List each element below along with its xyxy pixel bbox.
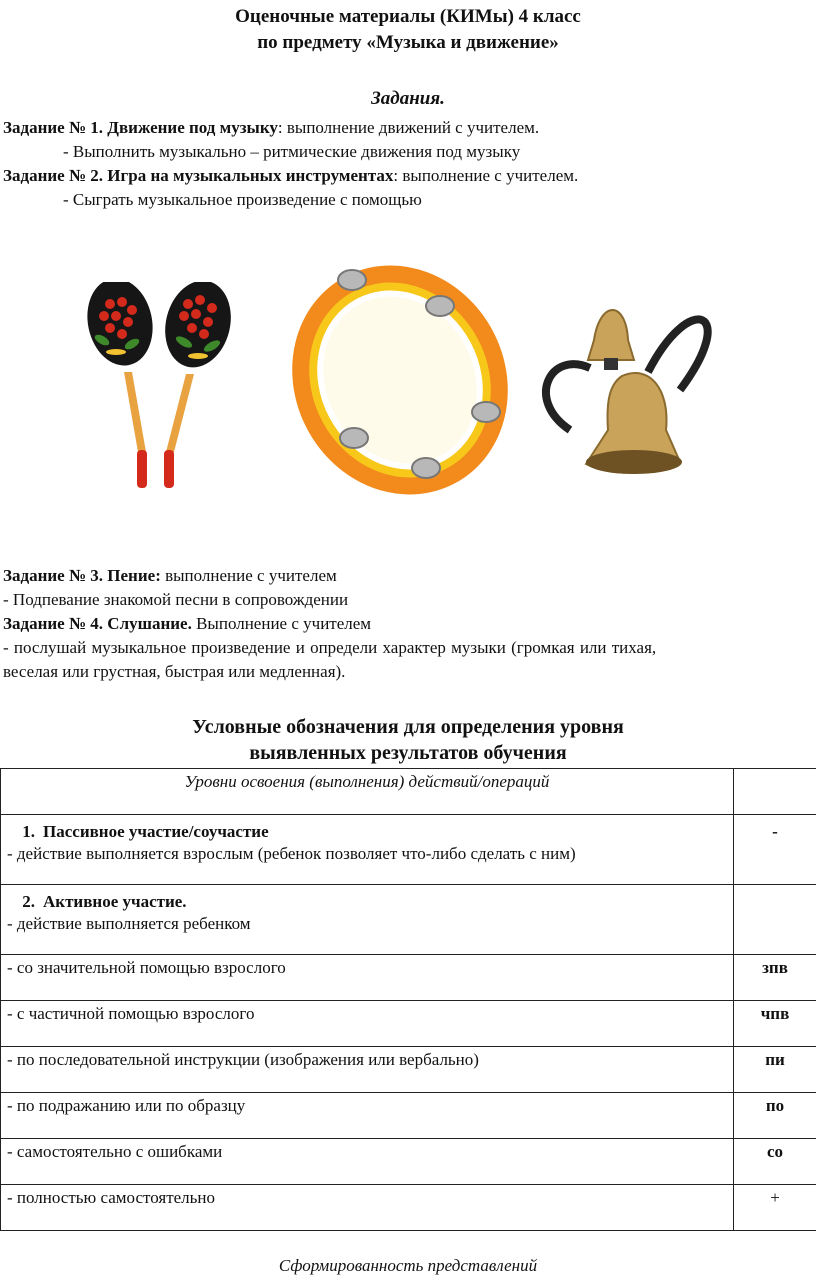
task-1-label: Задание № 1. Движение под музыку [3,118,278,137]
bell-small-clapper [604,358,618,370]
level-mark: зпв [762,958,788,977]
bell-large-mouth [586,450,682,474]
document-title-line2: по предмету «Музыка и движение» [257,32,559,53]
tambourine-image [290,262,510,498]
level-mark: + [770,1188,780,1207]
legend-table [0,768,816,1231]
task-4-text: Выполнение с учителем [191,614,372,633]
level-mark: чпв [760,1004,790,1023]
level-description: - полностью самостоятельно [7,1188,216,1207]
task-1-text: : выполнение движений с учителем. [277,118,540,137]
table-row [1,1139,816,1185]
spoon-bowl [80,282,160,372]
level-mark: пи [765,1050,785,1069]
legend-title-line2: выявленных результатов обучения [249,742,567,764]
level-number: 2. [22,892,35,911]
level-title: Пассивное участие/соучастие [43,822,269,841]
task-4-detail-line2: веселая или грустная, быстрая или медленная). [3,662,346,681]
footer-caption: Сформированность представлений [278,1256,538,1275]
tasks-heading: Задания. [371,88,445,109]
level-description: - действие выполняется ребенком [7,914,251,933]
level-description: - по подражанию или по образцу [7,1096,246,1115]
table-row [1,1001,816,1047]
task-4-detail-line1: - послушай музыкальное произведение и определи характер музыки (громкая или тихая, [3,638,657,657]
spoon-handle-tip [137,450,147,488]
table-row [1,1185,816,1231]
spoon-handle-tip [164,450,174,488]
level-description: - действие выполняется взрослым (ребенок позволяет что-либо сделать с ним) [7,844,576,863]
bells-image [530,280,730,490]
table-row [1,885,816,955]
table-header-label: Уровни освоения (выполнения) действий/операций [184,772,550,791]
level-number: 1. [22,822,35,841]
bell-handle-left [546,364,590,430]
task-4 [3,614,371,634]
task-2-detail: - Сыграть музыкальное произведение с помощью [63,190,422,209]
spoons-image [80,282,240,494]
level-mark: по [765,1096,785,1115]
task-4-label: Задание № 4. Слушание. [3,614,192,633]
table-row [1,815,816,885]
level-mark: - [772,822,778,841]
task-3 [3,566,337,586]
task-3-detail: - Подпевание знакомой песни в сопровождении [3,590,349,609]
task-2-text: : выполнение с учителем. [393,166,579,185]
legend-title-line1: Условные обозначения для определения уровня [192,716,624,738]
bell-handle-right [648,319,708,390]
gold-swirls-right [188,353,208,359]
level-description: - со значительной помощью взрослого [7,958,286,977]
document-title-line1: Оценочные материалы (КИМы) 4 класс [235,6,581,27]
table-header-row [1,769,816,815]
gold-swirls-left [106,349,126,355]
level-mark [734,885,816,887]
task-1-detail: - Выполнить музыкально – ритмические движения под музыку [63,142,521,161]
level-mark: со [766,1142,784,1161]
level-title: Активное участие. [43,892,187,911]
task-3-label: Задание № 3. Пение: [3,566,161,585]
task-3-text: выполнение с учителем [160,566,337,585]
bell-small [588,310,634,360]
spoon-handle [166,374,194,452]
level-description: - с частичной помощью взрослого [7,1004,255,1023]
table-row [1,1093,816,1139]
level-description: - самостоятельно с ошибками [7,1142,223,1161]
task-2 [3,166,578,186]
table-row [1,1047,816,1093]
task-1 [3,118,539,138]
spoon-handle [124,372,146,452]
level-description: - по последовательной инструкции (изображения или вербально) [7,1050,479,1069]
table-row [1,955,816,1001]
task-2-label: Задание № 2. Игра на музыкальных инструментах [3,166,394,185]
